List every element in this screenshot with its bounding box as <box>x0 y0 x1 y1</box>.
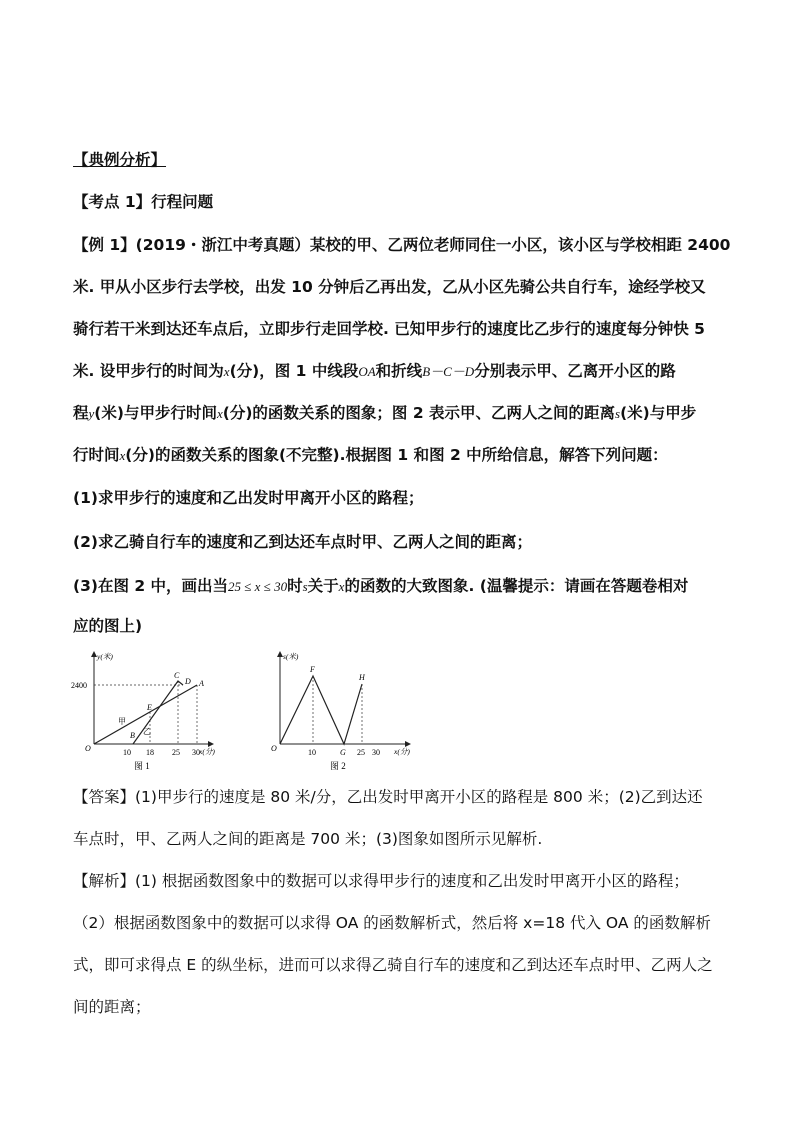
polyline-bcd <box>133 681 183 744</box>
problem-text: (3)在图 2 中，画出当 <box>73 577 229 595</box>
problem-text: 行时间 <box>73 446 120 464</box>
series-label-yi: 乙 <box>143 727 151 736</box>
point-label-d: D <box>185 677 191 686</box>
point-label-o: O <box>85 744 91 753</box>
figure-1 <box>70 648 220 773</box>
problem-text: (分)的函数关系的图象(不完整).根据图 1 和图 2 中所给信息，解答下列问题： <box>125 446 668 464</box>
x-axis-label: x(分) <box>199 747 215 756</box>
x-tick-g: G <box>340 748 346 757</box>
analysis-line-4: 间的距离； <box>73 998 151 1016</box>
point-label-f: F <box>310 665 315 674</box>
problem-line-5 <box>73 403 696 424</box>
math-var-x: x <box>223 364 230 379</box>
math-inequality: 25 ≤ x ≤ 30 <box>228 579 288 594</box>
problem-line-1 <box>73 235 730 255</box>
x-tick-18: 18 <box>146 748 154 757</box>
problem-text: 程 <box>73 404 89 422</box>
problem-text: (米)与甲步行时间 <box>94 404 217 422</box>
analysis-line-1: 【解析】(1) 根据函数图象中的数据可以求得甲步行的速度和乙出发时甲离开小区的路程； <box>73 872 689 890</box>
figure-1-caption: 图 1 <box>134 761 150 771</box>
y-axis-label: y(米) <box>97 652 113 661</box>
problem-text: 米. 设甲步行的时间为 <box>73 362 224 380</box>
question-1: (1)求甲步行的速度和乙出发时甲离开小区的路程； <box>73 489 424 507</box>
problem-text: (分)的函数关系的图象；图 2 表示甲、乙两人之间的距离 <box>222 404 615 422</box>
problem-text: 和折线 <box>375 362 423 380</box>
graph-s <box>280 676 362 744</box>
topic-title: 【考点 1】行程问题 <box>73 193 214 211</box>
point-label-e: E <box>147 703 152 712</box>
problem-line-2 <box>73 277 706 297</box>
problem-text: 分别表示甲、乙离开小区的路 <box>474 362 676 380</box>
problem-text: 【例 1】(2019・浙江中考真题）某校的甲、乙两位老师同住一小区，该小区与学校相距 2400 <box>73 236 731 254</box>
analysis-line-2: （2）根据函数图象中的数据可以求得 OA 的函数解析式，然后将 x=18 代入 OA 的函数解析 <box>73 914 711 932</box>
problem-line-6 <box>73 445 668 466</box>
math-var-s: s <box>615 406 621 421</box>
x-tick-30: 30 <box>372 748 380 757</box>
x-tick-30: 30 <box>192 748 200 757</box>
x-tick-25: 25 <box>172 748 180 757</box>
question-3 <box>73 576 688 597</box>
point-label-b: B <box>130 731 135 740</box>
point-label-h: H <box>359 673 365 682</box>
point-label-o: O <box>271 744 277 753</box>
problem-text: 骑行若干米到达还车点后，立即步行走回学校. 已知甲步行的速度比乙步行的速度每分钟快 5 <box>73 320 705 338</box>
problem-text: 的函数的大致图象. (温馨提示：请画在答题卷相对 <box>344 577 689 595</box>
math-var-s: s <box>302 579 308 594</box>
problem-line-3 <box>73 319 705 339</box>
math-var-y: y <box>88 406 95 421</box>
section-header: 【典例分析】 <box>73 151 167 169</box>
answer-line-1: 【答案】(1)甲步行的速度是 80 米/分，乙出发时甲离开小区的路程是 800 米；(2)乙到达还 <box>73 788 703 806</box>
x-tick-10: 10 <box>308 748 316 757</box>
problem-text: (分)，图 1 中线段 <box>229 362 359 380</box>
x-tick-10: 10 <box>123 748 131 757</box>
problem-line-4 <box>73 361 676 382</box>
answer-line-2: 车点时，甲、乙两人之间的距离是 700 米；(3)图象如图所示见解析. <box>73 830 543 848</box>
analysis-line-3: 式，即可求得点 E 的纵坐标，进而可以求得乙骑自行车的速度和乙到达还车点时甲、乙两人之 <box>73 956 713 974</box>
problem-text: 米. 甲从小区步行去学校，出发 10 分钟后乙再出发，乙从小区先骑公共自行车，途经学校又 <box>73 278 706 296</box>
y-axis-label: s(米) <box>283 652 299 661</box>
point-label-c: C <box>174 671 180 680</box>
x-axis-label: x(分) <box>394 747 410 756</box>
problem-text: 时 <box>287 577 303 595</box>
figure-2-caption: 图 2 <box>330 761 346 771</box>
x-tick-25: 25 <box>357 748 365 757</box>
math-polyline-bcd: B－C－D <box>422 364 475 379</box>
question-2: (2)求乙骑自行车的速度和乙到达还车点时甲、乙两人之间的距离； <box>73 533 532 551</box>
math-var-x: x <box>338 579 345 594</box>
math-var-x: x <box>216 406 223 421</box>
y-tick-2400: 2400 <box>71 681 87 690</box>
problem-text: 关于 <box>307 577 339 595</box>
series-label-jia: 甲 <box>118 717 126 726</box>
figure-2 <box>268 648 418 773</box>
math-segment-oa: OA <box>358 364 376 379</box>
point-label-a: A <box>199 679 204 688</box>
question-3-cont: 应的图上) <box>73 617 143 635</box>
math-var-x: x <box>119 448 126 463</box>
problem-text: (米)与甲步 <box>620 404 697 422</box>
